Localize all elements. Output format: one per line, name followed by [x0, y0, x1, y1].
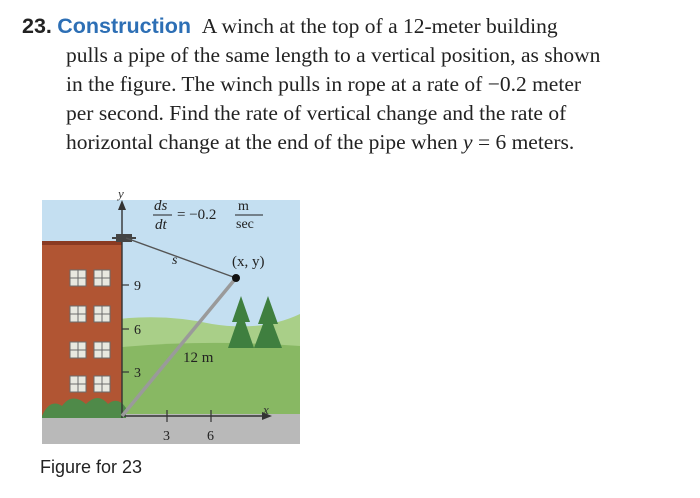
problem-text-line: pulls a pipe of the same length to a vertical position, as shown	[66, 43, 601, 67]
x-tick-label: 3	[163, 429, 170, 444]
variable-y: y	[463, 130, 473, 154]
problem-line-5	[22, 128, 658, 157]
problem-text-line: in the figure. The winch pulls in rope at a rate of −0.2 meter	[66, 72, 582, 96]
problem-title: Construction	[57, 14, 192, 38]
problem-text-line: = 6 meters.	[477, 130, 575, 154]
problem-text-line: horizontal change at the end of the pipe when	[66, 130, 458, 154]
y-tick-label: 3	[134, 366, 141, 381]
rate-numerator: ds	[154, 198, 168, 214]
y-tick-label: 6	[134, 323, 141, 338]
figure-caption: Figure for 23	[40, 457, 143, 477]
point-label: (x, y)	[232, 254, 265, 270]
figure-illustration	[42, 186, 300, 450]
x-axis-label: x	[263, 402, 269, 417]
problem-number: 23.	[22, 14, 52, 38]
rate-denominator: dt	[155, 217, 167, 233]
problem-text-line: A winch at the top of a 12-meter building	[201, 14, 558, 38]
ground	[42, 414, 300, 444]
x-tick-label: 6	[207, 429, 214, 444]
figure	[42, 186, 300, 450]
rate-unit-numerator: m	[238, 199, 249, 214]
problem-line-1	[22, 12, 658, 41]
rate-unit-denominator: sec	[236, 217, 254, 232]
rope-label: s	[172, 253, 178, 268]
pipe-end-point	[232, 274, 240, 282]
problem-text-line: per second. Find the rate of vertical change and the rate of	[66, 101, 567, 125]
y-axis-label: y	[118, 186, 124, 201]
pipe-length-label: 12 m	[183, 350, 214, 366]
y-tick-label: 9	[134, 279, 141, 294]
problem-text	[22, 12, 658, 157]
rate-value: = −0.2	[177, 207, 217, 223]
